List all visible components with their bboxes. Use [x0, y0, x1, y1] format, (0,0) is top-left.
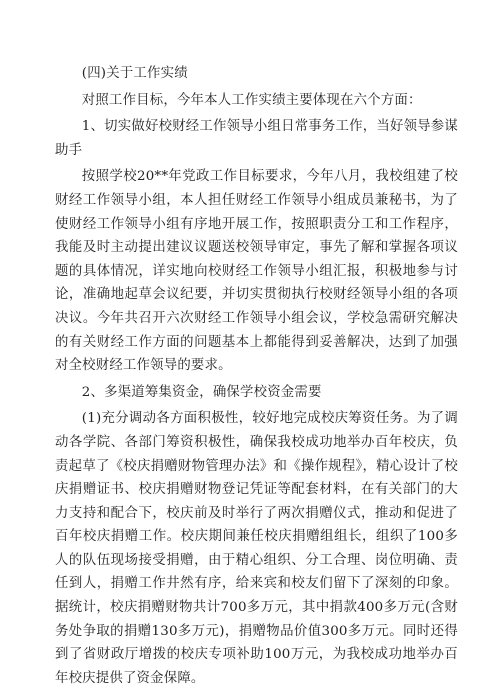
- section-heading: (四)关于工作实绩: [81, 66, 188, 81]
- body-paragraph-1: 按照学校20**年党政工作目标要求，今年八月，我校组建了校财经工作领导小组，本人担任财经工作领导小组成员兼秘书，为了使财经工作领导小组有序地开展工作，按照职责分工和工作程序，我能及时主动提出建议议题送校领导审定，事先了解和掌握各项议题的具体情况，详实地向校财经工作领导小组汇报，积极地参与讨论，准确地起草会议纪要，并切实贯彻执行校财经领导小组的各项决议。今年共召开六次财经工作领导小组会议，学校急需研究解决的有关财经工作方面的问题基本上都能得到妥善解决，达到了加强对全校财经工作领导的要求。: [55, 169, 458, 374]
- subheading-1: 1、切实做好校财经工作领导小组日常事务工作，当好领导参谋助手: [55, 119, 458, 158]
- intro-paragraph: 对照工作目标，今年本人工作实绩主要体现在六个方面：: [81, 92, 422, 108]
- subheading-2: 2、多渠道筹集资金，确保学校资金需要: [81, 384, 322, 400]
- body-paragraph-2: (1)充分调动各方面积极性，较好地完成校庆筹资任务。为了调动各学院、各部门筹资积极性，确保我校成功地举办百年校庆，负责起草了《校庆捐赠财物管理办法》和《操作规程》，精心设计了校庆捐赠证书、校庆捐赠财物登记凭证等配套材料，在有关部门的大力支持和配合下，校庆前及时举行了两次捐赠仪式，推动和促进了百年校庆捐赠工作。校庆期间兼任校庆捐赠组组长，组织了100多人的队伍现场接受捐赠，由于精心组织、分工合理、岗位明确、责任到人，捐赠工作井然有序，给来宾和校友们留下了深刻的印象。据统计，校庆捐赠财物共计700多万元，其中捐款400多万元(含财务处争取的捐赠130多万元)，捐赠物品价值300多万元。同时还得到了省财政厅增拨的校庆专项补助100万元，为我校成功地举办百年校庆提供了资金保障。: [55, 411, 458, 686]
